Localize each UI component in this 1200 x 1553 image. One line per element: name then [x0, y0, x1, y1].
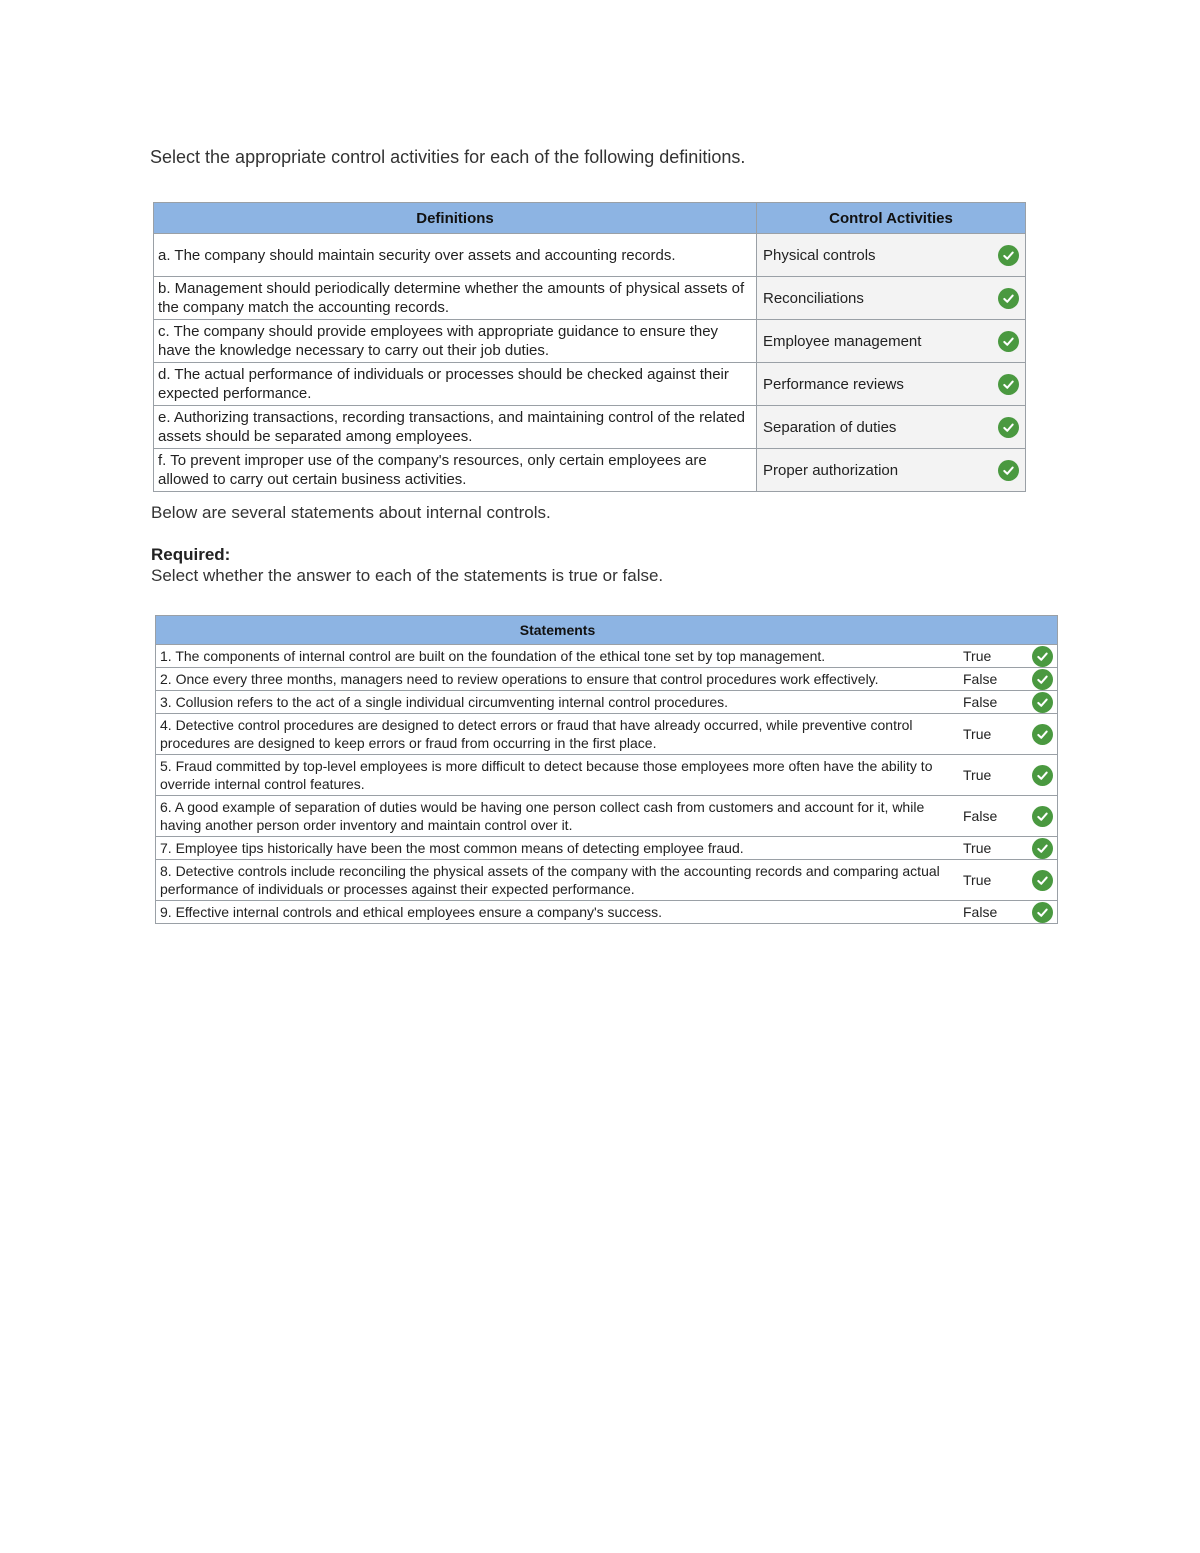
definition-text: b. Management should periodically determine whether the amounts of physical assets of the company match the accounting records.: [154, 277, 757, 320]
definition-row: [154, 320, 1026, 363]
statements-table: [155, 615, 1058, 924]
definition-row: [154, 406, 1026, 449]
statement-text: 1. The components of internal control are built on the foundation of the ethical tone set by top management.: [156, 645, 960, 668]
definitions-column-header: Definitions: [154, 203, 757, 234]
answer-status-cell: [1027, 645, 1058, 668]
definition-text: e. Authorizing transactions, recording transactions, and maintaining control of the related assets should be separated among employees.: [154, 406, 757, 449]
check-circle-icon: [1032, 724, 1053, 745]
check-circle-icon: [998, 288, 1019, 309]
check-circle-icon: [1032, 806, 1053, 827]
check-circle-icon: [1032, 870, 1053, 891]
definition-text: f. To prevent improper use of the company's resources, only certain employees are allowed to carry out certain business activities.: [154, 449, 757, 492]
definition-row: [154, 234, 1026, 277]
control-activity-selected-value: Physical controls: [763, 246, 876, 264]
control-activity-dropdown[interactable]: [757, 320, 1026, 363]
check-circle-icon: [1032, 902, 1053, 923]
check-circle-icon: [998, 374, 1019, 395]
control-activity-selected-value: Employee management: [763, 332, 922, 350]
control-activity-selected-value: Separation of duties: [763, 418, 897, 436]
statement-text: 8. Detective controls include reconciling the physical assets of the company with the accounting records and comparing actual performance of individuals or processes against their expected performance.: [156, 860, 960, 901]
control-activity-dropdown[interactable]: [757, 277, 1026, 320]
definitions-table: [153, 202, 1026, 492]
control-activity-dropdown[interactable]: [757, 406, 1026, 449]
definitions-table-body: [154, 234, 1026, 492]
check-circle-icon: [1032, 669, 1053, 690]
control-activity-dropdown[interactable]: [757, 363, 1026, 406]
statement-row: [156, 837, 1058, 860]
check-circle-icon: [998, 460, 1019, 481]
statement-row: [156, 755, 1058, 796]
statement-text: 6. A good example of separation of duties would be having one person collect cash from customers and account for it, while having another person order inventory and maintain control over it.: [156, 796, 960, 837]
definition-row: [154, 277, 1026, 320]
statements-column-header: Statements: [156, 616, 960, 645]
definition-row: [154, 363, 1026, 406]
check-circle-icon: [1032, 646, 1053, 667]
statement-text: 4. Detective control procedures are designed to detect errors or fraud that have already occurred, while preventive control procedures are designed to keep errors or fraud from occurring in the first place.: [156, 714, 960, 755]
true-false-dropdown[interactable]: True: [959, 645, 1027, 668]
control-activity-dropdown[interactable]: [757, 234, 1026, 277]
true-false-dropdown[interactable]: True: [959, 860, 1027, 901]
statements-header-row: [156, 616, 1058, 645]
statements-intro: Below are several statements about internal controls.: [151, 503, 551, 522]
control-activity-selected-value: Performance reviews: [763, 375, 904, 393]
true-false-dropdown[interactable]: True: [959, 755, 1027, 796]
definitions-header-row: [154, 203, 1026, 234]
statement-row: [156, 645, 1058, 668]
check-circle-icon: [1032, 838, 1053, 859]
definition-text: d. The actual performance of individuals or processes should be checked against their expected performance.: [154, 363, 757, 406]
statement-row: [156, 796, 1058, 837]
check-circle-icon: [998, 417, 1019, 438]
control-activity-selected-value: Proper authorization: [763, 461, 899, 479]
statement-row: [156, 714, 1058, 755]
answer-status-cell: [1027, 860, 1058, 901]
definition-text: c. The company should provide employees with appropriate guidance to ensure they have the knowledge necessary to carry out their job duties.: [154, 320, 757, 363]
activities-column-header: Control Activities: [757, 203, 1026, 234]
answer-status-cell: [1027, 668, 1058, 691]
definition-text: a. The company should maintain security over assets and accounting records.: [154, 234, 757, 277]
check-circle-icon: [1032, 765, 1053, 786]
answer-status-cell: [1027, 901, 1058, 924]
control-activity-selected-value: Reconciliations: [763, 289, 864, 307]
answer-status-cell: [1027, 796, 1058, 837]
true-false-dropdown[interactable]: False: [959, 668, 1027, 691]
statement-text: 9. Effective internal controls and ethical employees ensure a company's success.: [156, 901, 960, 924]
definition-row: [154, 449, 1026, 492]
statement-row: [156, 860, 1058, 901]
true-false-dropdown[interactable]: False: [959, 796, 1027, 837]
required-instructions: Select whether the answer to each of the statements is true or false.: [151, 566, 664, 585]
answer-status-cell: [1027, 714, 1058, 755]
statements-table-body: [156, 645, 1058, 924]
check-circle-icon: [1032, 692, 1053, 713]
statement-row: [156, 668, 1058, 691]
answer-status-cell: [1027, 691, 1058, 714]
statement-text: 5. Fraud committed by top-level employees is more difficult to detect because those employees more often have the ability to override internal control features.: [156, 755, 960, 796]
required-label: Required:: [151, 545, 231, 564]
answer-column-header: [959, 616, 1027, 645]
statement-row: [156, 901, 1058, 924]
statement-text: 7. Employee tips historically have been the most common means of detecting employee fraud.: [156, 837, 960, 860]
statement-text: 3. Collusion refers to the act of a single individual circumventing internal control procedures.: [156, 691, 960, 714]
answer-status-cell: [1027, 755, 1058, 796]
true-false-dropdown[interactable]: True: [959, 714, 1027, 755]
true-false-dropdown[interactable]: True: [959, 837, 1027, 860]
check-column-header: [1027, 616, 1058, 645]
check-circle-icon: [998, 245, 1019, 266]
statement-text: 2. Once every three months, managers need to review operations to ensure that control procedures work effectively.: [156, 668, 960, 691]
answer-status-cell: [1027, 837, 1058, 860]
control-activity-dropdown[interactable]: [757, 449, 1026, 492]
statement-row: [156, 691, 1058, 714]
true-false-dropdown[interactable]: False: [959, 691, 1027, 714]
true-false-dropdown[interactable]: False: [959, 901, 1027, 924]
question-prompt: Select the appropriate control activities for each of the following definitions.: [150, 147, 746, 167]
check-circle-icon: [998, 331, 1019, 352]
